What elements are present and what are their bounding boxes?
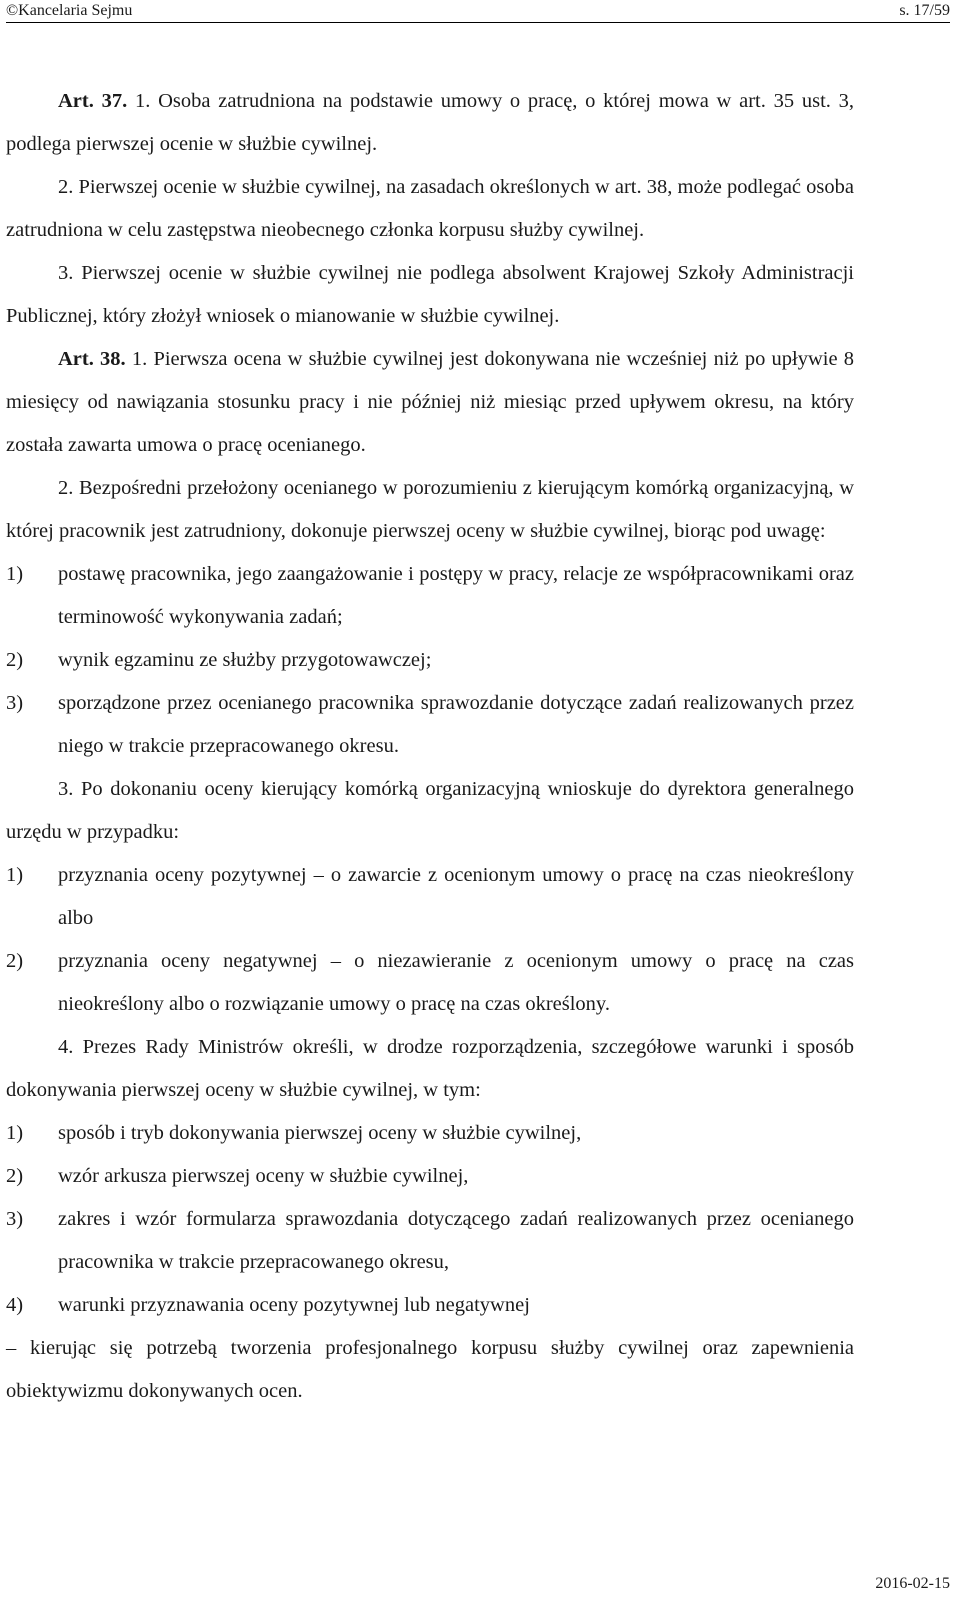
list-item-text: zakres i wzór formularza sprawozdania dotyczącego zadań realizowanych przez ocenianego pracownika w trakcie przepracowanego okresu, xyxy=(58,1208,854,1273)
list-item xyxy=(6,682,854,768)
art38-paragraph-1 xyxy=(6,338,854,467)
list-item-text: sposób i tryb dokonywania pierwszej oceny w służbie cywilnej, xyxy=(58,1122,582,1144)
art37-p1-text: 1. Osoba zatrudniona na podstawie umowy o pracę, o której mowa w art. 35 ust. 3, podlega pierwszej ocenie w służbie cywilnej. xyxy=(6,90,855,155)
art38-paragraph-2: 2. Bezpośredni przełożony ocenianego w porozumieniu z kierującym komórką organizacyjną, w której pracownik jest zatrudniony, dokonuje pierwszej oceny w służbie cywilnej, biorąc pod uwagę: xyxy=(6,477,854,542)
art38-p1-text: 1. Pierwsza ocena w służbie cywilnej jest dokonywana nie wcześniej niż po upływie 8 miesięcy od nawiązania stosunku pracy i nie później niż miesiąc przed upływem okresu, na który została zawarta umowa o pracę ocenianego. xyxy=(6,348,855,456)
list-item-number: 1) xyxy=(6,563,24,585)
art38-paragraph-3: 3. Po dokonaniu oceny kierujący komórką organizacyjną wnioskuje do dyrektora generalnego urzędu w przypadku: xyxy=(6,778,854,843)
list-item xyxy=(6,553,854,639)
footer-date: 2016-02-15 xyxy=(875,1575,950,1592)
art37-paragraph-1 xyxy=(6,80,854,166)
list-item-number: 4) xyxy=(6,1294,24,1316)
list-item-text: przyznania oceny negatywnej – o niezawieranie z ocenionym umowy o pracę na czas nieokreślony albo o rozwiązanie umowy o pracę na czas określony. xyxy=(58,950,854,1015)
list-item-text: sporządzone przez ocenianego pracownika sprawozdanie dotyczące zadań realizowanych przez niego w trakcie przepracowanego okresu. xyxy=(58,692,854,757)
art38-paragraph-4: 4. Prezes Rady Ministrów określi, w drodze rozporządzenia, szczegółowe warunki i sposób dokonywania pierwszej oceny w służbie cywilnej, w tym: xyxy=(6,1036,854,1101)
list-item-text: przyznania oceny pozytywnej – o zawarcie z ocenionym umowy o pracę na czas nieokreślony albo xyxy=(58,864,854,929)
list-item xyxy=(6,1155,854,1198)
list-item-number: 2) xyxy=(6,950,24,972)
list-item-number: 2) xyxy=(6,649,24,671)
list-item-text: warunki przyznawania oceny pozytywnej lub negatywnej xyxy=(58,1294,530,1316)
list-item xyxy=(6,854,854,940)
header-publisher: ©Kancelaria Sejmu xyxy=(6,2,133,19)
art37-paragraph-3: 3. Pierwszej ocenie w służbie cywilnej nie podlega absolwent Krajowej Szkoły Administracji Publicznej, który złożył wniosek o mianowanie w służbie cywilnej. xyxy=(6,262,854,327)
list-item-text: postawę pracownika, jego zaangażowanie i postępy w pracy, relacje ze współpracownikami oraz terminowość wykonywania zadań; xyxy=(58,563,854,628)
art37-label: Art. 37. xyxy=(58,90,128,112)
art37-paragraph-2: 2. Pierwszej ocenie w służbie cywilnej, na zasadach określonych w art. 38, może podlegać osoba zatrudniona w celu zastępstwa nieobecnego członka korpusu służby cywilnej. xyxy=(6,176,854,241)
list-item xyxy=(6,940,854,1026)
header-divider xyxy=(6,22,950,23)
art38-label: Art. 38. xyxy=(58,348,126,370)
list-item-number: 2) xyxy=(6,1165,24,1187)
list-item-number: 3) xyxy=(6,692,24,714)
list-item xyxy=(6,1198,854,1284)
list-item xyxy=(6,1284,854,1327)
list-item-number: 3) xyxy=(6,1208,24,1230)
page-header xyxy=(6,0,950,28)
art38-closing-clause: – kierując się potrzebą tworzenia profesjonalnego korpusu służby cywilnej oraz zapewnienia obiektywizmu dokonywanych ocen. xyxy=(6,1337,854,1402)
list-item-number: 1) xyxy=(6,864,24,886)
list-item xyxy=(6,639,854,682)
list-item-text: wzór arkusza pierwszej oceny w służbie cywilnej, xyxy=(58,1165,469,1187)
header-page-number: s. 17/59 xyxy=(899,2,950,19)
list-item xyxy=(6,1112,854,1155)
document-body xyxy=(6,80,854,1413)
list-item-text: wynik egzaminu ze służby przygotowawczej; xyxy=(58,649,432,671)
list-item-number: 1) xyxy=(6,1122,24,1144)
